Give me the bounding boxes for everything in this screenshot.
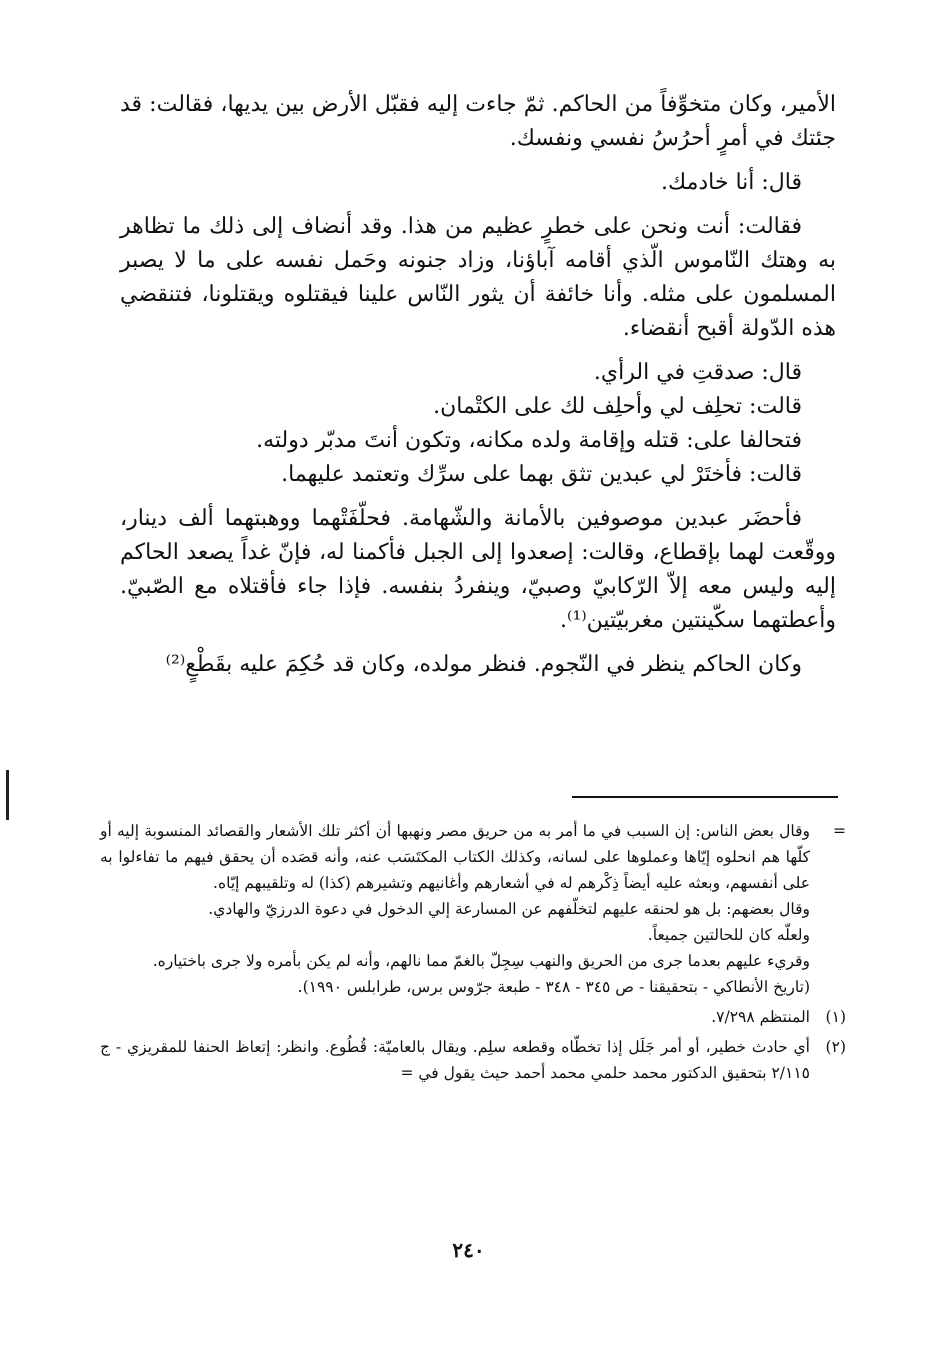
dialog-line: قال: صدقتِ في الرأي. — [593, 360, 802, 385]
footnote-marker: (٢) — [825, 1038, 846, 1056]
paragraph-5: وكان الحاكم ينظر في النّجوم. فنظر مولده، وكان قد حُكِمَ عليه بقَطْعٍ⁽²⁾ — [165, 652, 802, 677]
paragraph-1: الأمير، وكان متخوِّفاً من الحاكم. ثمّ جاءت إليه فقبّل الأرض بين يديها، فقالت: قد جئتك في أمرٍ أحرُسُ نفسي ونفسك. — [120, 92, 836, 151]
paragraph-3: فقالت: أنت ونحن على خطرٍ عظيم من هذا. وقد أنضاف إلى ذلك ما تظاهر به وهتك النّاموس الّذي أقامه آباؤنا، وزاد جنونه وحَمل نفسه على ما لا يصبر المسلمون على مثله. وأنا خائفة أن يثور النّاس علينا فيقتلوه ويقتلونا، فتنقضي هذه الدّولة أقبح أنقضاء. — [120, 214, 836, 341]
footnote-line: ولعلّه كان للحالتين جميعاً. — [647, 926, 810, 944]
footnote-line: وقال بعضهم: بل هو لحنقه عليهم لتخلّفهم عن المسارعة إلي الدخول في دعوة الدرزيّ والهادي. — [208, 900, 810, 918]
footnote-continuation — [100, 818, 846, 1000]
footnote-2 — [100, 1034, 846, 1086]
footnotes — [100, 818, 846, 1090]
footnote-text: المنتظم ٧/٢٩٨. — [711, 1008, 810, 1026]
footnote-1 — [100, 1004, 846, 1030]
footnote-text: أي حادث خطير، أو أمر جَلَل إذا تخطّاه وقطعه سلِم. ويقال بالعاميّة: قُطُوع. وانظر: إتعاظ الحنفا للمقريزي - ج ٢/١١٥ بتحقيق الدكتور محمد حلمي محمد أحمد حيث يقول في = — [100, 1038, 810, 1082]
page-number: ٢٤٠ — [452, 1238, 485, 1262]
footnote-line: وقريء عليهم بعدما جرى من الحريق والنهب سِجِلّ بالغمّ مما نالهم، وأنه لم يكن بأمره ولا جرى باختياره. — [152, 952, 810, 970]
paragraph-2: قال: أنا خادمك. — [661, 170, 802, 195]
continuation-body — [100, 818, 810, 1000]
dialog-lines — [120, 356, 836, 492]
margin-mark — [6, 770, 9, 820]
footnote-line: وقال بعض الناس: إن السبب في ما أمر به من حريق مصر ونهبها أن أكثر تلك الأشعار والقصائد المنسوبة إليه أو كلّها هم انحلوه إيّاها وعملوها على لسانه، وكذلك الكتاب المكتَسَب عنه، وأنه قصَده أن يحقق فيهم ما تفاءلوا به على أنفسهم، وبعثه عليه أيضاً ذِكْرهم له في أشعارهم وأغانيهم وتشيرهم (كذا) له وتلقيبهم إيّاه. — [100, 822, 810, 892]
main-text — [120, 88, 836, 692]
continuation-marker: = — [833, 822, 846, 840]
dialog-line: قالت: فأختَرْ لي عبدين تثق بهما على سرِّك وتعتمد عليهما. — [281, 462, 802, 487]
dialog-line: فتحالفا على: قتله وإقامة ولده مكانه، وتكون أنتَ مدبّر دولته. — [256, 428, 802, 453]
footnote-line: (تاريخ الأنطاكي - بتحقيقنا - ص ٣٤٥ - ٣٤٨ - طبعة جرّوس برس، طرابلس ١٩٩٠). — [297, 978, 810, 996]
dialog-line: قالت: تحلِف لي وأحلِف لك على الكتْمان. — [433, 394, 802, 419]
footnote-separator — [572, 796, 838, 798]
footnote-marker: (١) — [825, 1008, 846, 1026]
paragraph-4: فأحضَر عبدين موصوفين بالأمانة والشّهامة. فحلّفَتْهما ووهبتهما ألف دينار، ووقّعت لهما بإقطاع، وقالت: إصعدوا إلى الجبل فأكمنا له، فإنّ غداً يصعد الحاكم إليه وليس معه إلاّ الرّكابيّ وصبيّ، وينفردُ بنفسه. فإذا جاء فأقتلاه مع الصّبيّ. وأعطتهما سكّينتين مغربيّتين⁽¹⁾. — [120, 506, 836, 633]
